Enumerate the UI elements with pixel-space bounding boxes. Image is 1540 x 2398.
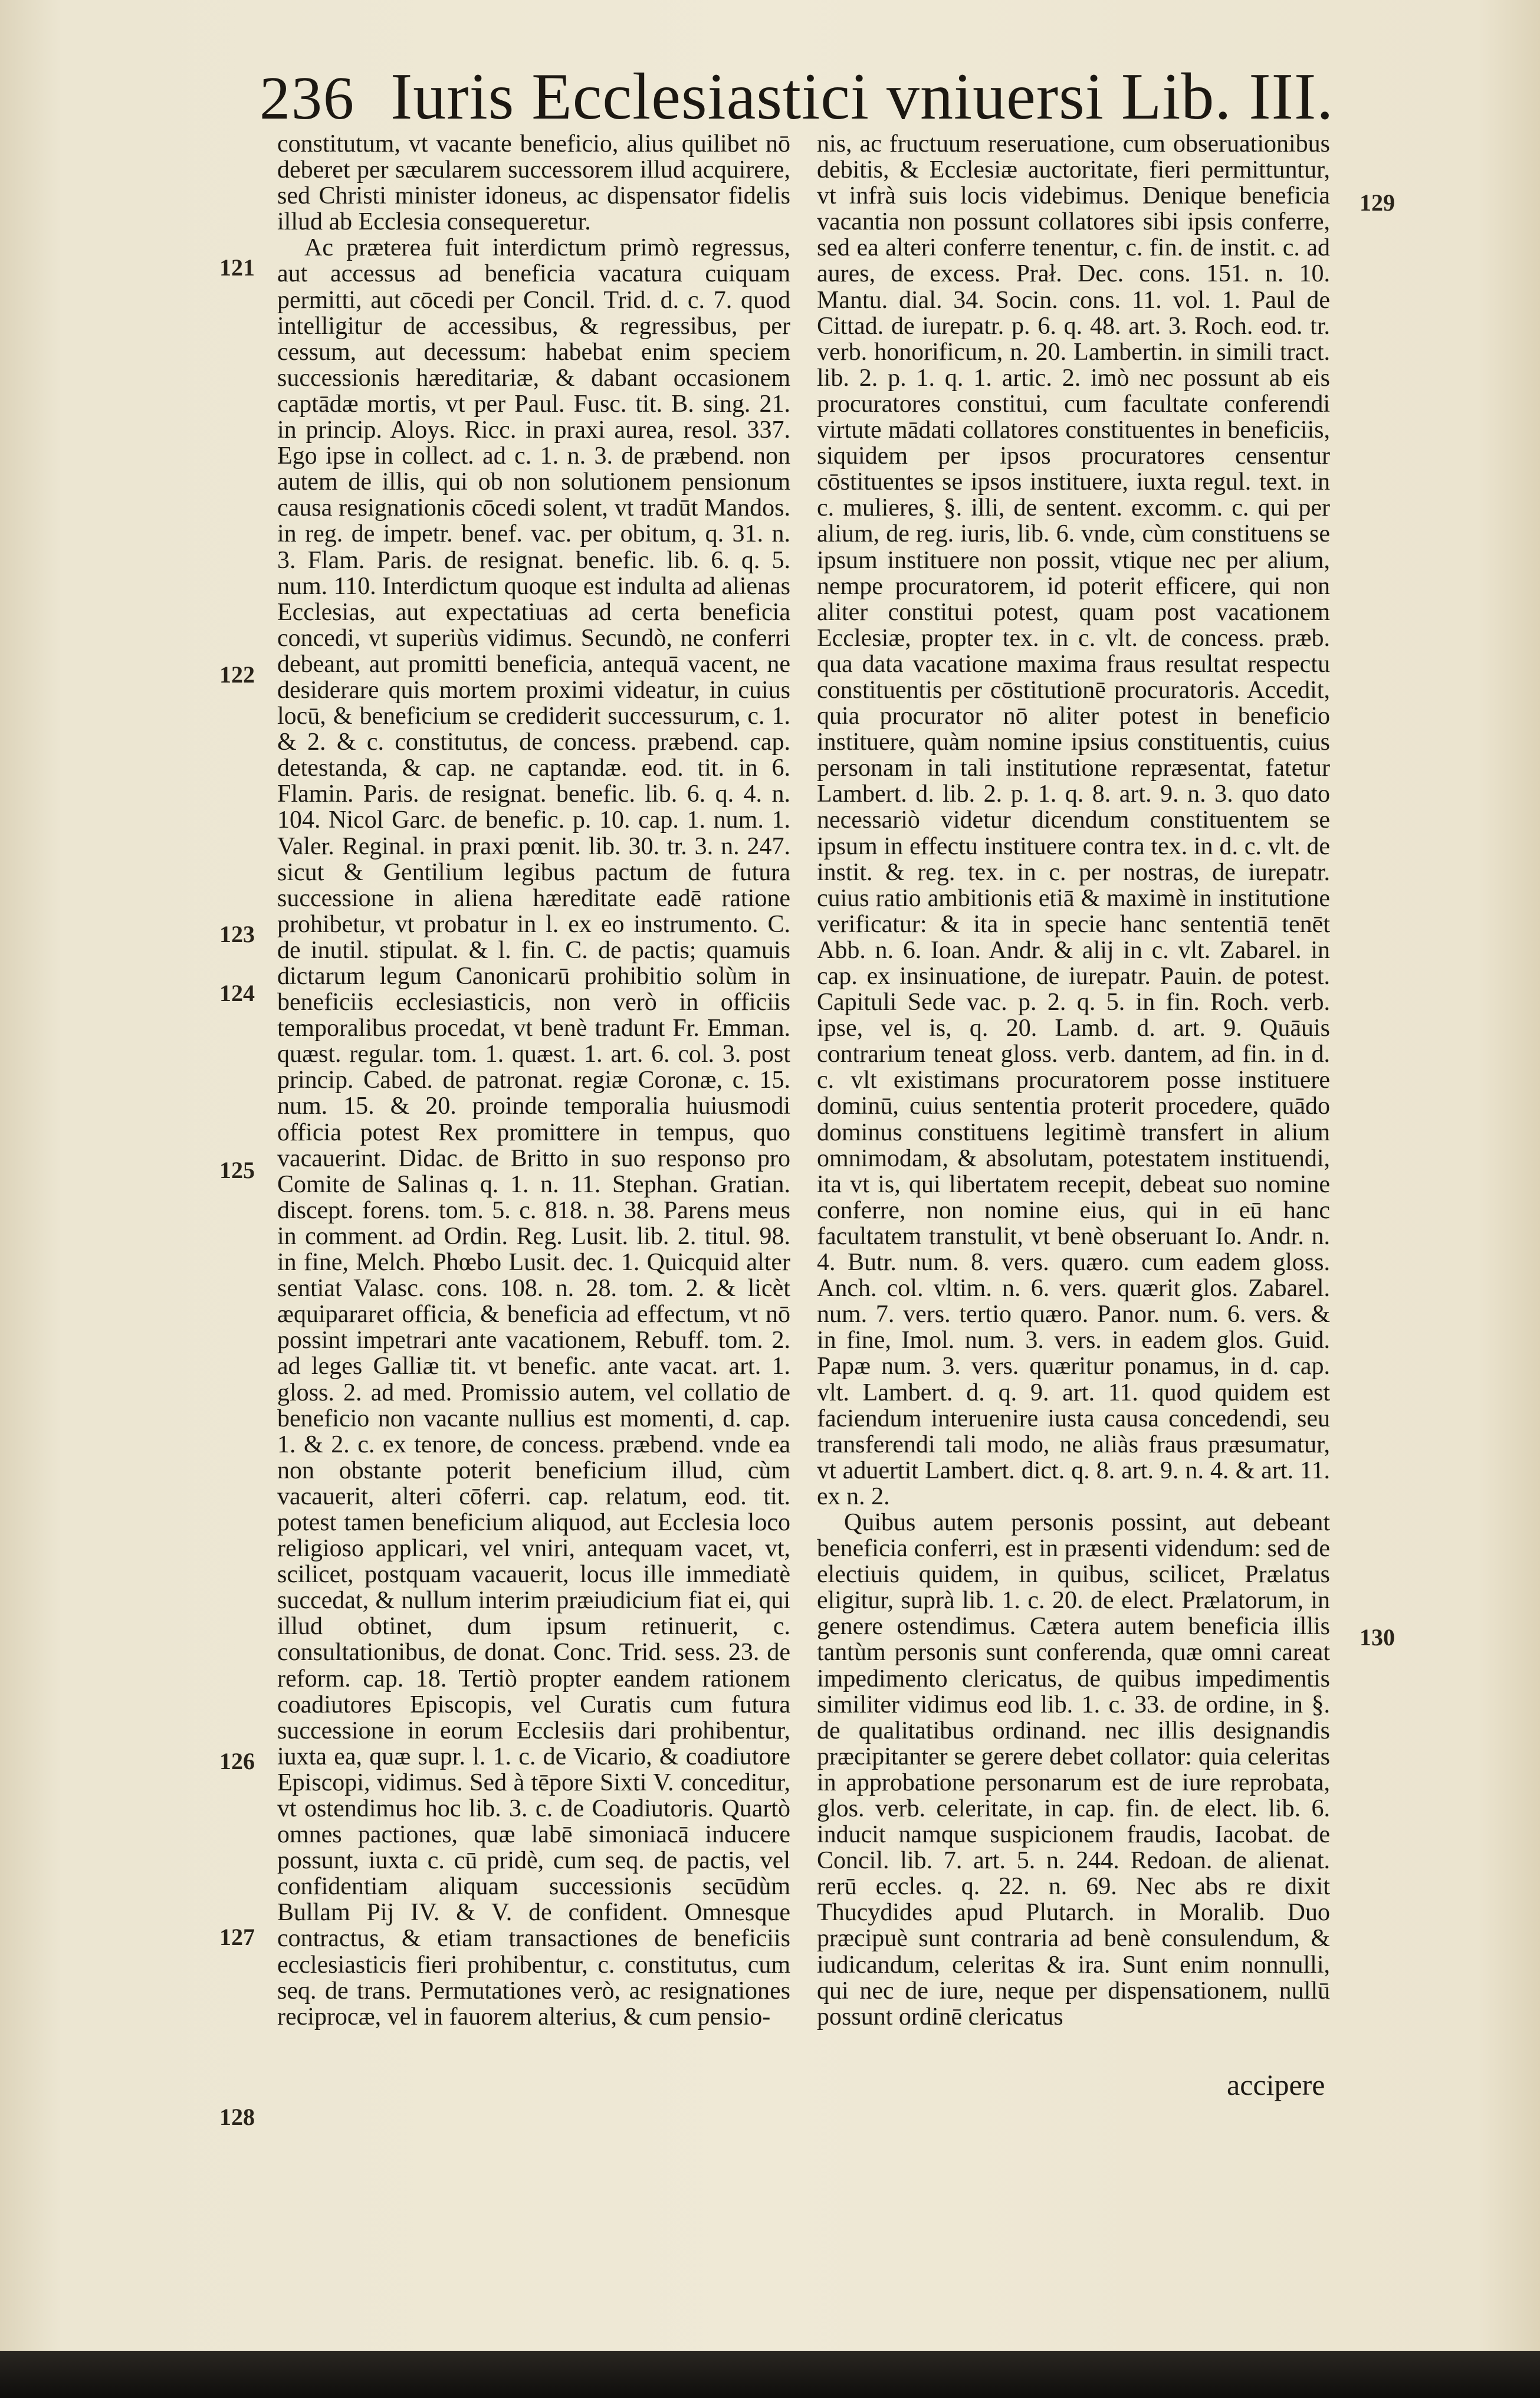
margin-number: 127	[219, 1924, 255, 1950]
margin-number: 122	[219, 661, 255, 688]
margin-number: 129	[1360, 189, 1395, 216]
right-text-column	[817, 131, 1330, 2030]
paragraph: Ac præterea fuit interdictum primò regressus, aut accessus ad beneficia vacatura cuiquam permitti, aut cōcedi per Concil. Trid. d. c. 7. quod intelligitur de accessibus, & regressibus, per cessum, aut decessum: habebat enim speciem successionis hæreditariæ, & dabant occasionem captādæ mortis, vt per Paul. Fusc. tit. B. sing. 21. in princip. Aloys. Ricc. in praxi aurea, resol. 337. Ego ipse in collect. ad c. 1. n. 3. de præbend. non autem de illis, qui ob non solutionem pensionum causa resignationis cōcedi solent, vt tradūt Mandos. in reg. de impetr. benef. vac. per obitum, q. 31. n. 3. Flam. Paris. de resignat. benefic. lib. 6. q. 5. num. 110. Interdictum quoque est indulta ad alienas Ecclesias, aut expectatiuas ad certa beneficia concedi, vt superiùs vidimus. Secundò, ne conferri debeant, aut promitti beneficia, antequā vacent, ne desiderare quis mortem proximi videatur, in cuius locū, & beneficium se crediderit successurum, c. 1. & 2. & c. constitutus, de concess. præbend. cap. detestanda, & cap. ne captandæ. eod. tit. in 6. Flamin. Paris. de resignat. benefic. lib. 6. q. 4. n. 104. Nicol Garc. de benefic. p. 10. cap. 1. num. 1. Valer. Reginal. in praxi pœnit. lib. 30. tr. 3. n. 247. sicut & Gentilium legibus pactum de futura successione in aliena hæreditate eadē ratione prohibetur, vt probatur in l. ex eo instrumento. C. de inutil. stipulat. & l. fin. C. de pactis; quamuis dictarum legum Canonicarū prohibitio solùm in beneficiis ecclesiasticis, non verò in officiis temporalibus procedat, vt benè tradunt Fr. Emman. quæst. regular. tom. 1. quæst. 1. art. 6. col. 3. post princip. Cabed. de patronat. regiæ Coronæ, c. 15. num. 15. & 20. proinde temporalia huiusmodi officia potest Rex promittere in tempus, quo vacauerint. Didac. de Britto in suo responso pro Comite de Salinas q. 1. n. 11. Stephan. Gratian. discept. forens. tom. 5. c. 818. n. 38. Parens meus in comment. ad Ordin. Reg. Lusit. lib. 2. titul. 98. in fine, Melch. Phœbo Lusit. dec. 1. Quicquid alter sentiat Valasc. cons. 108. n. 28. tom. 2. & licèt æquipararet officia, & beneficia ad effectum, vt nō possint impetrari ante vacationem, Rebuff. tom. 2. ad leges Galliæ tit. vt benefic. ante vacat. art. 1. gloss. 2. ad med. Promissio autem, vel collatio de beneficio non vacante nullius est momenti, d. cap. 1. & 2. c. ex tenore, de concess. præbend. vnde ea non obstante poterit beneficium illud, cùm vacauerit, alteri cōferri. cap. relatum, eod. tit. potest tamen beneficium aliquod, aut Ecclesia loco religioso applicari, vel vniri, antequam vacet, vt, scilicet, postquam vacauerit, locus ille immediatè succedat, & nullum interim præiudicium fiat ei, qui illud obtinet, dum ipsum retinuerit, c. consultationibus, de donat. Conc. Trid. sess. 23. de reform. cap. 18. Tertiò propter eandem rationem coadiutores Episcopis, vel Curatis cum futura successione in eorum Ecclesiis dari prohibentur, iuxta ea, quæ supr. l. 1. c. de Vicario, & coadiutore Episcopi, vidimus. Sed à tēpore Sixti V. conceditur, vt ostendimus hoc lib. 3. c. de Coadiutoris. Quartò omnes pactiones, quæ labē simoniacā inducere possunt, iuxta c. cū pridè, cum seq. de pactis, vel confidentiam aliquam successionis secūdùm Bullam Pij IV. & V. de confident. Omnesque contractus, & etiam transactiones de beneficiis ecclesiasticis fieri prohibentur, c. constitutus, cum seq. de trans. Permutationes verò, ac resignationes reciprocæ, vel in fauorem alterius, & cum pensio-	[277, 234, 790, 2030]
page-number: 236	[260, 64, 355, 132]
margin-number: 124	[219, 980, 255, 1006]
paragraph: constitutum, vt vacante beneficio, alius quilibet nō deberet per sæcularem successorem illud acquirere, sed Christi minister idoneus, ac dispensator fidelis illud ab Ecclesia consequeretur.	[277, 130, 790, 236]
margin-number: 130	[1360, 1624, 1395, 1651]
scan-edge	[0, 2351, 1540, 2398]
margin-number: 123	[219, 921, 255, 947]
margin-number: 125	[219, 1157, 255, 1183]
margin-number: 128	[219, 2104, 255, 2130]
paragraph: nis, ac fructuum reseruatione, cum obseruationibus debitis, & Ecclesiæ auctoritate, fieri permittuntur, vt infrà suis locis videbimus. Denique beneficia vacantia non possunt collatores sibi ipsis conferre, sed ea alteri conferre tenentur, c. fin. de instit. c. ad aures, de excess. Prał. Dec. cons. 151. n. 10. Mantu. dial. 34. Socin. cons. 11. vol. 1. Paul de Cittad. de iurepatr. p. 6. q. 48. art. 3. Roch. eod. tr. verb. honorificum, n. 20. Lambertin. in simili tract. lib. 2. p. 1. q. 1. artic. 2. imò nec possunt ab eis procuratores constitui, cum facultate conferendi virtute mādati collatores constituentes in beneficiis, siquidem per ipsos procuratores censentur cōstituentes se ipsos instituere, iuxta regul. text. in c. mulieres, §. illi, de sentent. excomm. c. qui per alium, de reg. iuris, lib. 6. vnde, cùm constituens se ipsum instituere non possit, vtique nec per alium, nempe procuratorem, id poterit efficere, qui non aliter constitui potest, quam post vacationem Ecclesiæ, propter tex. in c. vlt. de concess. præb. qua data vacatione maxima fraus resultat respectu constituentis per cōstitutionē procuratoris. Accedit, quia procurator nō aliter potest in beneficio instituere, quàm nomine ipsius constituentis, cuius personam in tali institutione repræsentat, fatetur Lambert. d. lib. 2. p. 1. q. 8. art. 9. n. 3. quo dato necessariò videtur dicendum constituentem se ipsum in effectu instituere contra tex. in d. c. vlt. de instit. & reg. tex. in c. per nostras, de iurepatr. cuius ratio ambitionis etiā & maximè in institutione verificatur: & ita in specie hanc sententiā tenēt Abb. n. 6. Ioan. Andr. & alij in c. vlt. Zabarel. in cap. ex insinuatione, de iurepatr. Pauin. de potest. Capituli Sede vac. p. 2. q. 5. in fin. Roch. verb. ipse, vel is, q. 20. Lamb. d. art. 9. Quāuis contrarium teneat gloss. verb. dantem, ad fin. in d. c. vlt existimans procuratorem posse instituere dominū, cuius sententia proterit procedere, quādo dominus constituens legitimè transfert in alium omnimodam, & absolutam, potestatem instituendi, ita vt is, qui libertatem recepit, debeat suo nomine conferre, non nomine eius, qui in eū hanc facultatem transtulit, vt benè obseruant Io. Andr. n. 4. Butr. num. 8. vers. quæro. cum eadem gloss. Anch. col. vltim. n. 6. vers. quærit glos. Zabarel. num. 7. vers. tertio quæro. Panor. num. 6. vers. & in fine, Imol. num. 3. vers. in eadem glos. Guid. Papæ num. 3. vers. quæritur ponamus, in d. cap. vlt. Lambert. d. q. 9. art. 11. quod quidem est faciendum interuenire iusta causa concedendi, seu transferendi tali modo, ne aliàs fraus præsumatur, vt aduertit Lambert. dict. q. 8. art. 9. n. 4. & art. 11. ex n. 2.	[817, 130, 1330, 1510]
catchword: accipere	[1227, 2068, 1325, 2101]
page-header	[260, 59, 1334, 133]
margin-number: 121	[219, 254, 255, 281]
running-title: Iuris Ecclesiastici vniuersi Lib. III.	[390, 60, 1334, 133]
left-text-column	[277, 131, 790, 2030]
paragraph: Quibus autem personis possint, aut debeant beneficia conferri, est in præsenti videndum: sed de electiuis quidem, in quibus, scilicet, Prælatus eligitur, suprà lib. 1. c. 20. de elect. Prælatorum, in genere ostendimus. Cætera autem beneficia illis tantùm personis sunt conferenda, quæ omni careat impedimento clericatus, de quibus impedimentis similiter vidimus eod lib. 1. c. 33. de ordine, in §. de qualitatibus ordinand. nec illis designandis præcipitanter se gerere debet collator: quia celeritas in approbatione personarum est de iure reprobata, glos. verb. celeritate, in cap. fin. de elect. lib. 6. inducit namque suspicionem fraudis, Iacobat. de Concil. lib. 7. art. 5. n. 244. Redoan. de alienat. rerū eccles. q. 22. n. 69. Nec abs re dixit Thucydides apud Plutarch. in Moralib. Duo præcipuè sunt contraria ad benè consulendum, & iudicandum, celeritas & ira. Sunt enim nonnulli, qui nec de iure, neque per dispensationem, nullū possunt ordinē clericatus	[817, 1508, 1330, 2030]
margin-number: 126	[219, 1748, 255, 1774]
